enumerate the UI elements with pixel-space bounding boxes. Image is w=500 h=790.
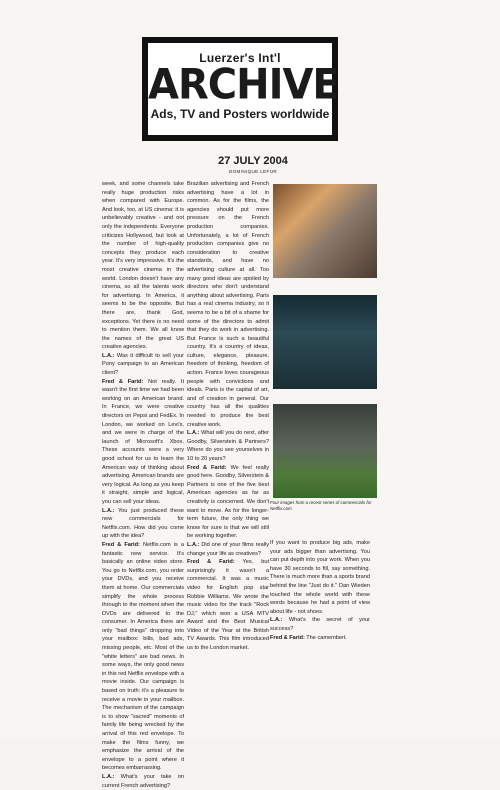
- paragraph: [187, 558, 269, 653]
- archive-logo: [142, 37, 338, 141]
- paragraph: [187, 429, 269, 463]
- commercial-still-3: [273, 404, 377, 498]
- paragraph-text: We feel really good here. Goodby, Silverstein & Partners is one of the five best American agencies as far as creativity is concerned. We don't want to move. As for the longer-term future, the only thing we know for sure is that we will still be working together.: [187, 464, 269, 540]
- photo-caption: Four images from a recent series of commercials for Netflix.com: [270, 500, 372, 511]
- speaker-label: Fred & Farid:: [102, 378, 144, 385]
- paragraph-text: What's the secret of your success?: [270, 617, 370, 632]
- paragraph-text: Netflix.com is a fantastic new service. It's basically an online video store. You go to Netflix.com, you order your DVDs, and you receive them at home. Our commercials simplify the whole process through to the moment when the DVDs are delivered to the consumer. In America there are only "bad things" dropping into your mailbox: bills, bad ads, missing people, etc. Most of the "white letters" are bad news. In some ways, the only good news in this red Netflix envelope with a movie inside. Our campaign is based on truth: it's a pleasure to receive a movie in your mailbox. The mechanism of the campaign is to show "sacred" moments of family life being wrecked by the arrival of this red envelope. To make the films funny, we emphasize the arrival of the envelope to a point where it becomes embarrassing.: [102, 541, 184, 772]
- paragraph: [270, 616, 370, 633]
- commercial-still-2: [273, 295, 377, 389]
- paragraph: [102, 541, 184, 773]
- speaker-label: L.A.:: [187, 541, 200, 548]
- speaker-label: Fred & Farid:: [102, 541, 140, 548]
- speaker-label: L.A.:: [102, 352, 115, 359]
- speaker-label: L.A.:: [270, 617, 283, 624]
- paragraph: [102, 352, 184, 378]
- paragraph-text: You just produced these new commercials for Netflix.com. How did you come up with the idea?: [102, 507, 184, 540]
- text-column-1: [102, 180, 184, 789]
- logo-top-text: Luerzer's Int'l: [199, 51, 281, 65]
- paragraph: [102, 180, 184, 352]
- speaker-label: L.A.:: [102, 773, 115, 780]
- paragraph: [187, 541, 269, 558]
- paragraph-text: week, and some channels take really huge production risks when compared with Europe. And look, too, at US cinema: it is unbelievably creative - and not only the independents. Everyone criticizes Hollywood, but look at the number of high-quality concepts they produce each year. It's very impressive. It's the most creative cinema in the world. London doesn't have any cinema, so all the talents work for advertising. In America, it seems to be the opposite. But there are, thank God, exceptions. Yet there is no need to mention them. We all know the names of the great US creative agencies.: [102, 181, 184, 351]
- paragraph-text: Not really. It wasn't the first time we had been working on an American brand. In France, we were creative directors on Pepsi and FedEx. In London, we worked on Levi's, and we were in charge of the launch of Microsoft's Xbox. These accounts were a very good school for us to learn the American way of thinking about advertising. American brands are very logical. As long as you keep it straight, simple and logical, you can sell your ideas.: [102, 378, 184, 505]
- logo-tagline: Ads, TV and Posters worldwide: [150, 107, 330, 121]
- paragraph-text: Yes, but surprisingly it wasn't a commercial. It was a music video for English pop star Robbie Williams. We wrote the music video for the track "Rock DJ," which won a USA MTV Award and the Best Musical Video of the Year at the British TV Awards. This film introduced us to the London market.: [187, 559, 269, 652]
- paragraph: [102, 378, 184, 507]
- paragraph-text: Brazilian advertising and French advertising have a lot in common. As for the films, the agencies should put more pressure on the French production companies. Unfortunately, a lot of French production companies give no consideration to creative standards, and have no advertising culture at all. Too many good ideas are spoiled by directors who don't understand anything about advertising. Paris has a real cinema industry, so it seems to be a bit of a shame for some of the directors to admit that they do work in advertising. But France is such a beautiful country. It's a country of ideas, culture, elegance, pleasure, freedom of thinking, freedom of action. France loves courageous people with convictions and ideals. Paris is the capital of art, and of creation in general. Our country has all the qualities needed to produce the best creative work.: [187, 181, 269, 428]
- paragraph: [270, 634, 370, 643]
- text-column-2: [187, 180, 269, 725]
- text-column-3: [270, 539, 370, 659]
- logo-name: ARCHIVE: [148, 60, 339, 110]
- paragraph: [270, 539, 370, 616]
- speaker-label: L.A.:: [102, 507, 115, 514]
- paragraph-text: Did one of your films really change your life as creatives?: [187, 541, 269, 557]
- paragraph-text: What's your take on current French advertising?: [102, 773, 184, 789]
- article-date: 27 JULY 2004: [218, 155, 288, 167]
- paragraph-text: The camembert.: [304, 634, 347, 641]
- paragraph-text: Was it difficult to sell your Pony campaign to an American client?: [102, 352, 184, 377]
- paragraph-text: What will you do next, after Goodby, Silverstein & Partners? Where do you see yourselves in 10 to 20 years?: [187, 430, 269, 462]
- paragraph: [102, 773, 184, 790]
- paragraph: [187, 464, 269, 541]
- speaker-label: Fred & Farid:: [270, 634, 305, 641]
- paragraph: [102, 507, 184, 541]
- article-author: DOMINIQUE LEFUR: [228, 169, 277, 174]
- speaker-label: Fred & Farid:: [187, 464, 227, 471]
- paragraph: [187, 180, 269, 429]
- speaker-label: L.A.:: [187, 430, 200, 437]
- commercial-still-1: [273, 184, 377, 278]
- paragraph-text: If you want to produce big ads, make your ads bigger than advertising. You can put depth into your work. When you have 30 seconds to fill, say something. There is much more than a sports brand behind the line "Just do it." Dan Wieden touched the whole world with these words because he had a point of view about life - not shoes.: [270, 540, 370, 615]
- speaker-label: Fred & Farid:: [187, 559, 235, 566]
